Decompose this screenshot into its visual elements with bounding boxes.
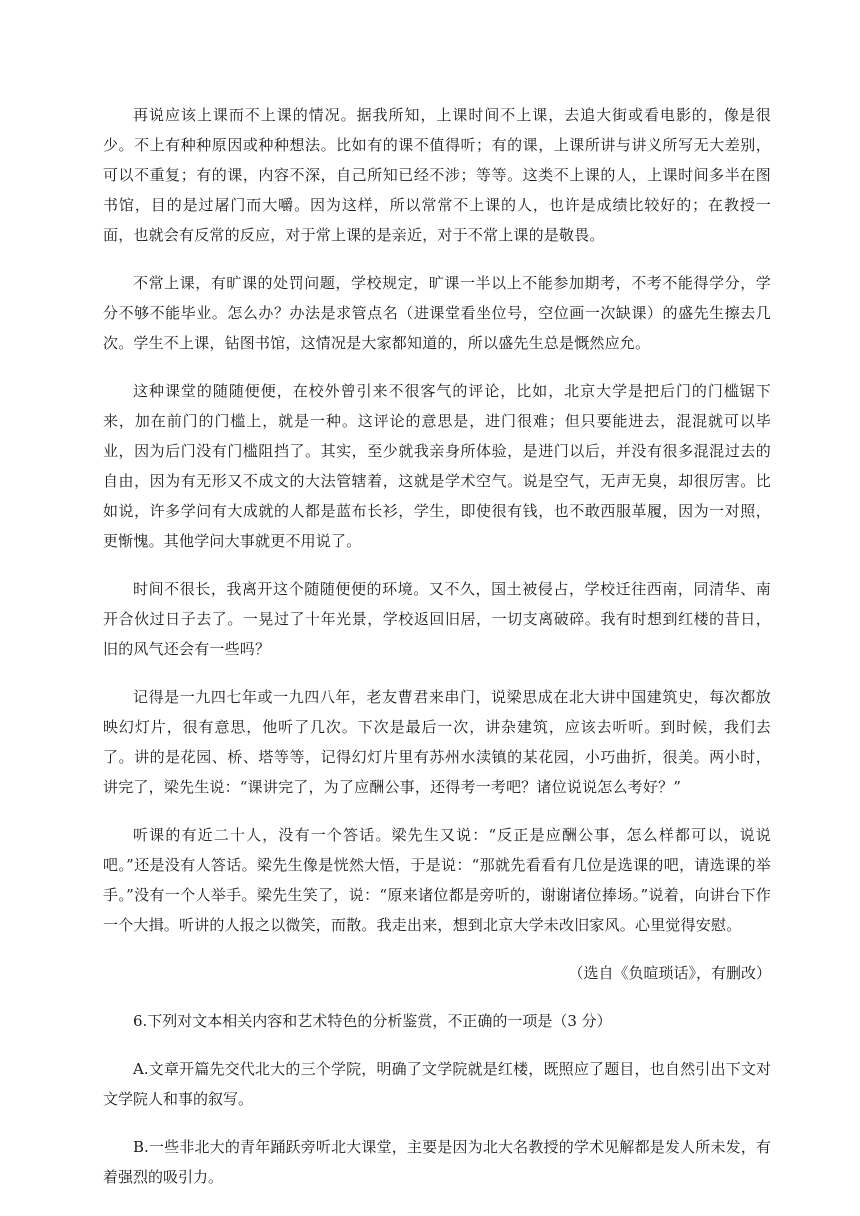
document-page xyxy=(103,100,771,1210)
paragraph-1: 再说应该上课而不上课的情况。据我所知，上课时间不上课，去追大街或看电影的，像是很少。不上有种种原因或种种想法。比如有的课不值得听；有的课，上课所讲与讲义所写无大差别，可以不重复；有的课，内容不深，自己所知已经不涉；等等。这类不上课的人，上课时间多半在图书馆，目的是过屠门而大嚼。因为这样，所以常常不上课的人，也许是成绩比较好的；在教授一面，也就会有反常的反应，对于常上课的是亲近，对于不常上课的是敬畏。 xyxy=(103,106,771,244)
paragraph-3: 这种课堂的随随便便，在校外曾引来不很客气的评论，比如，北京大学是把后门的门槛锯下来，加在前门的门槛上，就是一种。这评论的意思是，进门很难；但只要能进去，混混就可以毕业，因为后门没有门槛阻挡了。其实，至少就我亲身所体验，是进门以后，并没有很多混混过去的自由，因为有无形又不成文的大法管辖着，这就是学术空气。说是空气，无声无臭，却很厉害。比如说，许多学问有大成就的人都是蓝布长衫，学生，即使很有钱，也不敢西服革履，因为一对照，更惭愧。其他学问大事就更不用说了。 xyxy=(103,382,771,550)
option-b: B.一些非北大的青年踊跃旁听北大课堂，主要是因为北大名教授的学术见解都是发人所未发，有着强烈的吸引力。 xyxy=(103,1138,771,1186)
paragraph-4: 时间不很长，我离开这个随随便便的环境。又不久，国土被侵占，学校迁往西南，同清华、南开合伙过日子去了。一晃过了十年光景，学校返回旧居，一切支离破碎。我有时想到红楼的昔日，旧的风气还会有一些吗？ xyxy=(103,580,771,658)
paragraph-2: 不常上课，有旷课的处罚问题，学校规定，旷课一半以上不能参加期考，不考不能得学分，学分不够不能毕业。怎么办？办法是求管点名（进课堂看坐位号，空位画一次缺课）的盛先生擦去几次。学生不上课，钻图书馆，这情况是大家都知道的，所以盛先生总是慨然应允。 xyxy=(103,274,771,352)
question-6: 6.下列对文本相关内容和艺术特色的分析鉴赏，不正确的一项是（3 分） xyxy=(133,1012,612,1030)
paragraph-6: 听课的有近二十人，没有一个答话。梁先生又说：“反正是应酬公事，怎么样都可以，说说吧。”还是没有人答话。梁先生像是恍然大悟，于是说：“那就先看看有几位是选课的吧，请选课的举手。”没有一个人举手。梁先生笑了，说：“原来诸位都是旁听的，谢谢诸位捧场。”说着，向讲台下作一个大揖。听讲的人报之以微笑，而散。我走出来，想到北京大学未改旧家风。心里觉得安慰。 xyxy=(103,826,771,934)
source-citation: （选自《负暄琐话》，有删改） xyxy=(568,964,771,982)
paragraph-5: 记得是一九四七年或一九四八年，老友曹君来串门，说梁思成在北大讲中国建筑史，每次都放映幻灯片，很有意思，他听了几次。下次是最后一次，讲杂建筑，应该去听听。到时候，我们去了。讲的是花园、桥、塔等等，记得幻灯片里有苏州水渎镇的某花园，小巧曲折，很美。两小时，讲完了，梁先生说：“课讲完了，为了应酬公事，还得考一考吧？诸位说说怎么考好？” xyxy=(103,688,771,796)
option-a: A.文章开篇先交代北大的三个学院，明确了文学院就是红楼，既照应了题目，也自然引出下文对文学院人和事的叙写。 xyxy=(103,1060,771,1108)
